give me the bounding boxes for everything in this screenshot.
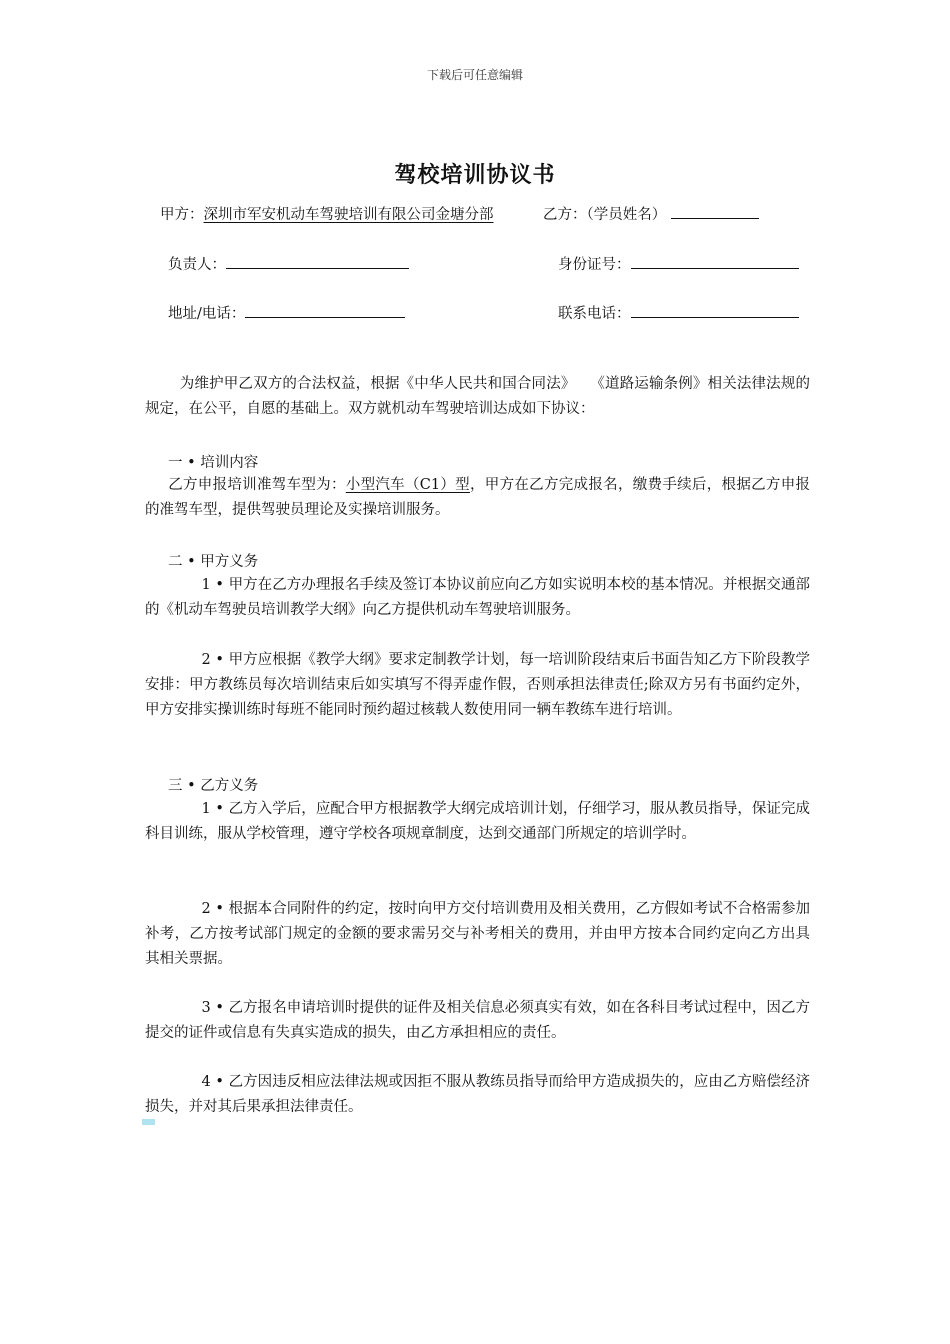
cursor-marker (142, 1119, 155, 1125)
section-2-item-2: 2 • 甲方应根据《教学大纲》要求定制教学计划，每一培训阶段结束后书面告知乙方下阶段教学安排：甲方教练员每次培训结束后如实填写不得弄虚作假，否则承担法律责任;除双方另有书面约定外，甲方安排实操训练时每班不能同时预约超过核载人数使用同一辆车教练车进行培训。 (145, 652, 810, 718)
party-b-name-blank (671, 204, 759, 219)
section-3-item-2: 2 • 根据本合同附件的约定，按时向甲方交付培训费用及相关费用，乙方假如考试不合格需参加补考，乙方按考试部门规定的金额的要求需另交与补考相关的费用，并由甲方按本合同约定向乙方出具其相关票据。 (145, 901, 810, 967)
id-field (558, 253, 799, 274)
section-2-item-1: 1 • 甲方在乙方办理报名手续及签订本协议前应向乙方如实说明本校的基本情况。并根据交通部的《机动车驾驶员培训教学大纲》向乙方提供机动车驾驶培训服务。 (145, 577, 810, 618)
document-title: 驾校培训协议书 (394, 162, 556, 188)
party-a (160, 203, 494, 224)
address-field (168, 302, 405, 323)
responsible-label: 负责人： (168, 257, 226, 273)
section-1-paragraph (145, 473, 810, 523)
section-2-heading: 二 • 甲方义务 (168, 554, 259, 570)
responsible-blank (226, 254, 409, 269)
address-blank (245, 303, 405, 318)
section-3-item-4: 4 • 乙方因违反相应法律法规或因拒不服从教练员指导而给甲方造成损失的，应由乙方赔偿经济损失，并对其后果承担法律责任。 (145, 1074, 810, 1115)
intro-paragraph: 为维护甲乙双方的合法权益，根据《中华人民共和国合同法》 《道路运输条例》相关法律法规的规定，在公平，自愿的基础上。双方就机动车驾驶培训达成如下协议： (145, 376, 810, 417)
section-3-heading: 三 • 乙方义务 (168, 778, 259, 794)
address-label: 地址/电话： (168, 306, 246, 322)
responsible-field (168, 253, 409, 274)
contact-blank (631, 303, 799, 318)
party-a-label: 甲方： (160, 207, 204, 223)
header-note: 下载后可任意编辑 (426, 68, 523, 82)
contact-label: 联系电话： (558, 306, 631, 322)
section-3-item-3: 3 • 乙方报名申请培训时提供的证件及相关信息必须真实有效，如在各科目考试过程中，因乙方提交的证件或信息有失真实造成的损失，由乙方承担相应的责任。 (145, 1000, 810, 1041)
vehicle-type: 小型汽车（C1）型 (345, 477, 470, 493)
s1-text-after: ，甲方在乙方完成报名，缴费手续后，根据乙方申报的准驾车型，提供驾驶员理论及实操培训服务。 (145, 477, 811, 518)
id-label: 身份证号： (558, 257, 631, 273)
s1-text-before: 乙方申报培训准驾车型为： (168, 477, 346, 493)
section-3-item-1: 1 • 乙方入学后，应配合甲方根据教学大纲完成培训计划，仔细学习，服从教员指导，保证完成科目训练，服从学校管理，遵守学校各项规章制度，达到交通部门所规定的培训学时。 (145, 801, 810, 842)
party-a-name: 深圳市军安机动车驾驶培训有限公司金塘分部 (203, 207, 494, 223)
party-b-label: 乙方：（学员姓名） (543, 207, 667, 223)
contact-field (558, 302, 799, 323)
id-blank (631, 254, 799, 269)
section-1-heading: 一 • 培训内容 (168, 455, 259, 471)
party-b (543, 203, 759, 224)
